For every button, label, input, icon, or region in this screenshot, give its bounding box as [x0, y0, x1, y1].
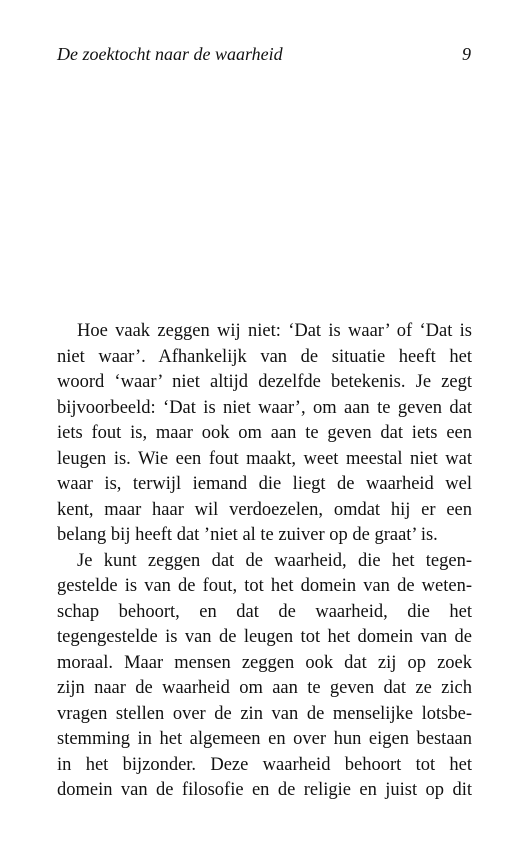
text-line: niet waar’. Afhankelijk van de situatie heeft het: [57, 346, 472, 367]
running-title: De zoektocht naar de waarheid: [57, 44, 283, 64]
text-line: vragen stellen over de zin van de menselijke lotsbe-: [57, 703, 472, 724]
running-head: [57, 44, 471, 68]
text-line: in het bijzonder. Deze waarheid behoort tot het: [57, 754, 472, 775]
text-line: leugen is. Wie een fout maakt, weet meestal niet wat: [57, 448, 472, 469]
text-line: moraal. Maar mensen zeggen ook dat zij op zoek: [57, 652, 472, 673]
paragraph: [57, 319, 472, 549]
text-line: stemming in het algemeen en over hun eigen bestaan: [57, 729, 472, 749]
text-line: gestelde is van de fout, tot het domein van de weten-: [57, 576, 472, 596]
body-text: [57, 319, 472, 804]
text-line: waar is, terwijl iemand die liegt de waarheid wel: [57, 474, 472, 494]
paragraph: [57, 549, 472, 804]
text-line: Je kunt zeggen dat de waarheid, die het tegen-: [77, 550, 472, 571]
text-line: iets fout is, maar ook om aan te geven dat iets een: [57, 423, 472, 443]
text-line: belang bij heeft dat ’niet al te zuiver op de graat’ is.: [57, 525, 438, 545]
text-line: Hoe vaak zeggen wij niet: ‘Dat is waar’ of ‘Dat is: [77, 321, 472, 341]
text-line: bijvoorbeeld: ‘Dat is niet waar’, om aan te geven dat: [57, 397, 472, 418]
text-line: zijn naar de waarheid om aan te geven dat ze zich: [57, 678, 472, 698]
text-line: domein van de filosofie en de religie en juist op dit: [57, 780, 472, 800]
text-line: kent, maar haar wil verdoezelen, omdat hij er een: [57, 499, 472, 520]
text-line: schap behoort, en dat de waarheid, die het: [57, 601, 472, 622]
text-line: woord ‘waar’ niet altijd dezelfde betekenis. Je zegt: [57, 372, 472, 392]
text-line: tegengestelde is van de leugen tot het domein van de: [57, 627, 472, 647]
page-number: 9: [462, 44, 471, 64]
